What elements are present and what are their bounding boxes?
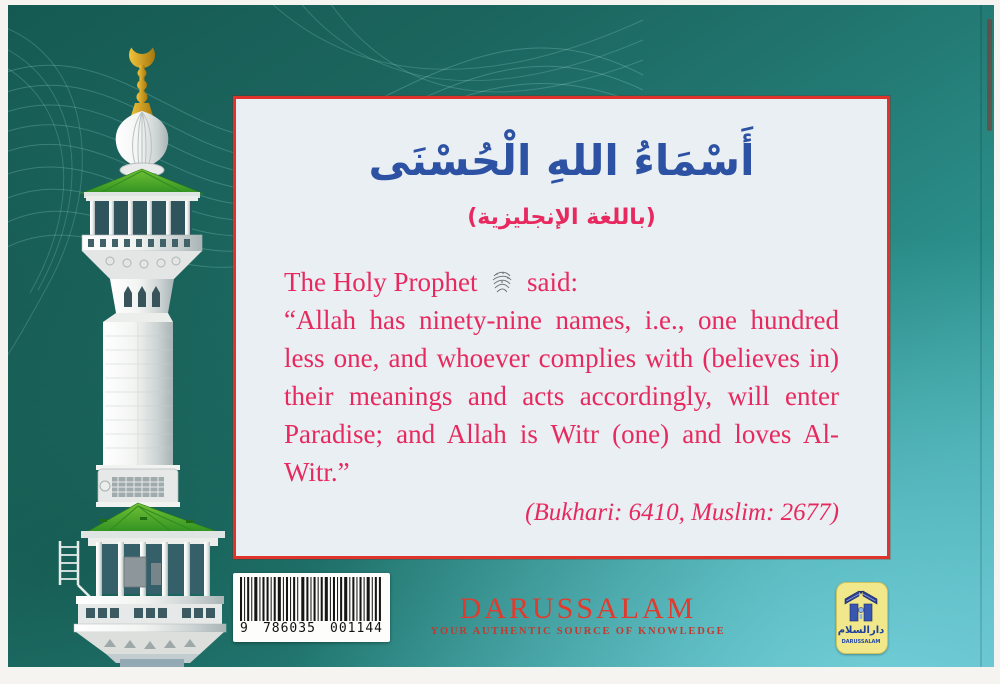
hadith-citation: (Bukhari: 6410, Muslim: 2677) (525, 499, 839, 526)
crescent-finial-icon (129, 42, 155, 119)
barcode-digit-left: 9 (240, 621, 249, 636)
logo-arabic-text: دارالسلام (837, 625, 885, 636)
quote-intro-line (284, 263, 839, 301)
logo-emblem-icon (837, 583, 885, 651)
cover-fold-line (980, 5, 982, 667)
quote-card-content (236, 99, 887, 531)
logo-latin-text: DARUSSALAM (841, 639, 881, 645)
minaret-illustration (48, 33, 228, 667)
upper-gallery (80, 169, 204, 279)
barcode-group-2: 001144 (330, 621, 383, 636)
arabic-subtitle: (باللغة الإنجليزية) (467, 205, 656, 230)
collar-band (96, 465, 180, 507)
publisher-name: DARUSSALAM (459, 592, 697, 625)
quote-card (233, 96, 890, 559)
prophet-honorific-icon (490, 269, 514, 295)
minaret-shaft (103, 279, 174, 467)
lower-gallery (60, 503, 226, 667)
publisher-tagline: YOUR AUTHENTIC SOURCE OF KNOWLEDGE (430, 626, 726, 637)
scan-spine-artifact (987, 19, 992, 131)
arabic-calligraphy-title: أَسْمَاءُ اللهِ الْحُسْنَى (368, 136, 755, 185)
quote-intro-suffix: said: (526, 267, 578, 297)
publisher-block (388, 593, 768, 637)
barcode-group-1: 786035 (262, 621, 316, 636)
cover-background (8, 5, 994, 667)
hadith-quote: “Allah has ninety-nine names, i.e., one hundred less one, and whoever complies with (believes in) their meanings and acts accordingly, will enter Paradise; and Allah is Witr (one) and loves Al-Witr.” (284, 305, 839, 487)
barcode-bars (240, 577, 383, 621)
barcode-digits (240, 621, 383, 637)
quote-intro-text: The Holy Prophet (284, 267, 478, 297)
darussalam-logo (836, 582, 888, 654)
isbn-barcode (233, 573, 390, 642)
